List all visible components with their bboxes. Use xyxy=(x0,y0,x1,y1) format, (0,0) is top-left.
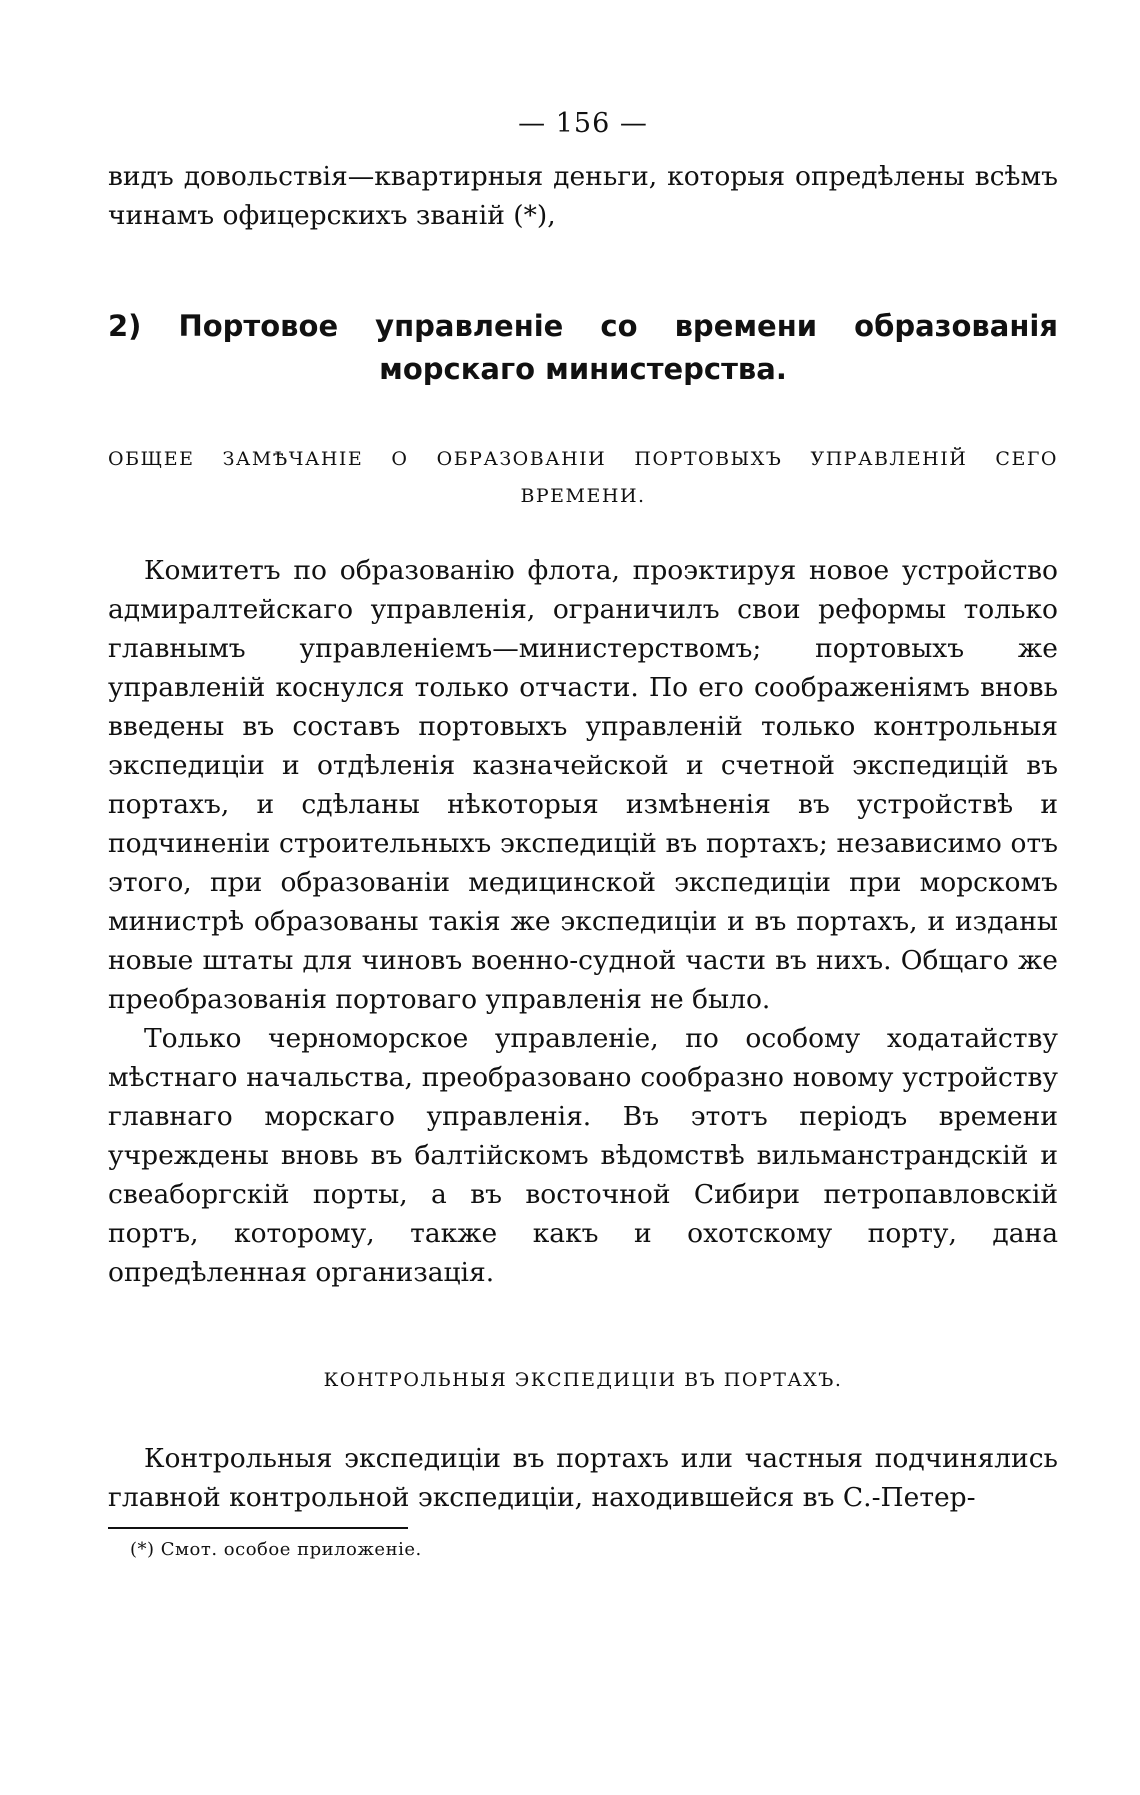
section-heading-line-2: морскаго министерства. xyxy=(379,352,787,386)
body-paragraph: Комитетъ по образованію флота, проэктируя новое устройство адмиралтейскаго управленія, ограничилъ свои реформы только главнымъ управленіемъ—министерствомъ; портовыхъ же управленій коснулся только отчасти. По его соображеніямъ вновь введены въ составъ портовыхъ управленій только контрольныя экспедиціи и отдѣленія казначейской и счетной экспедицій въ портахъ, и сдѣланы нѣкоторыя измѣненія въ устройствѣ и подчиненіи строительныхъ экспедицій въ портахъ; независимо отъ этого, при образованіи медицинской экспедиціи при морскомъ министрѣ образованы такія же экспедиціи и въ портахъ, и изданы новые штаты для чиновъ военно-судной части въ нихъ. Общаго же преобразованія портоваго управленія не было. xyxy=(108,555,1058,1015)
section-title-word: образованія xyxy=(854,309,1058,343)
section-title-word: со xyxy=(600,309,638,343)
section-title-word: времени xyxy=(674,309,818,343)
subheading-control-expeditions: КОНТРОЛЬНЫЯ ЭКСПЕДИЦІИ ВЪ ПОРТАХЪ. xyxy=(323,1369,843,1391)
body-paragraph: Только черноморское управленіе, по особому ходатайству мѣстнаго начальства, преобразовано сообразно новому устройству главнаго морскаго управленія. Въ этотъ періодъ времени учреждены вновь въ балтійскомъ вѣдомствѣ вильманстрандскій и свеаборгскій порты, а въ восточной Сибири петропавловскій портъ, которому, также какъ и охотскому порту, дана опредѣленная организація. xyxy=(108,1023,1058,1288)
section-body xyxy=(108,551,1058,1292)
page-number: — 156 — xyxy=(518,108,648,139)
section-body-2 xyxy=(108,1439,1058,1517)
section-number: 2) xyxy=(108,309,142,343)
subheading-general-remark: ОБЩЕЕ ЗАМѢЧАНІЕ О ОБРАЗОВАНІИ ПОРТОВЫХЪ УПРАВЛЕНІЙ СЕГО ВРЕМЕНИ. xyxy=(108,448,1058,507)
section-heading-line-1 xyxy=(108,305,1058,348)
intro-paragraph: видъ довольствія—квартирныя деньги, которыя опредѣлены всѣмъ чинамъ офицерскихъ званій (*), xyxy=(108,161,1058,231)
section-title-word: управленіе xyxy=(375,309,564,343)
section-heading xyxy=(108,305,1058,391)
document-page xyxy=(108,108,1058,1560)
body-paragraph: Контрольныя экспедиціи въ портахъ или частныя подчинялись главной контрольной экспедиціи, находившейся въ С.-Петер- xyxy=(108,1443,1058,1513)
footnote-divider xyxy=(108,1527,408,1529)
footnote: (*) Смот. особое приложеніе. xyxy=(130,1539,422,1560)
section-title-word: Портовое xyxy=(178,309,339,343)
